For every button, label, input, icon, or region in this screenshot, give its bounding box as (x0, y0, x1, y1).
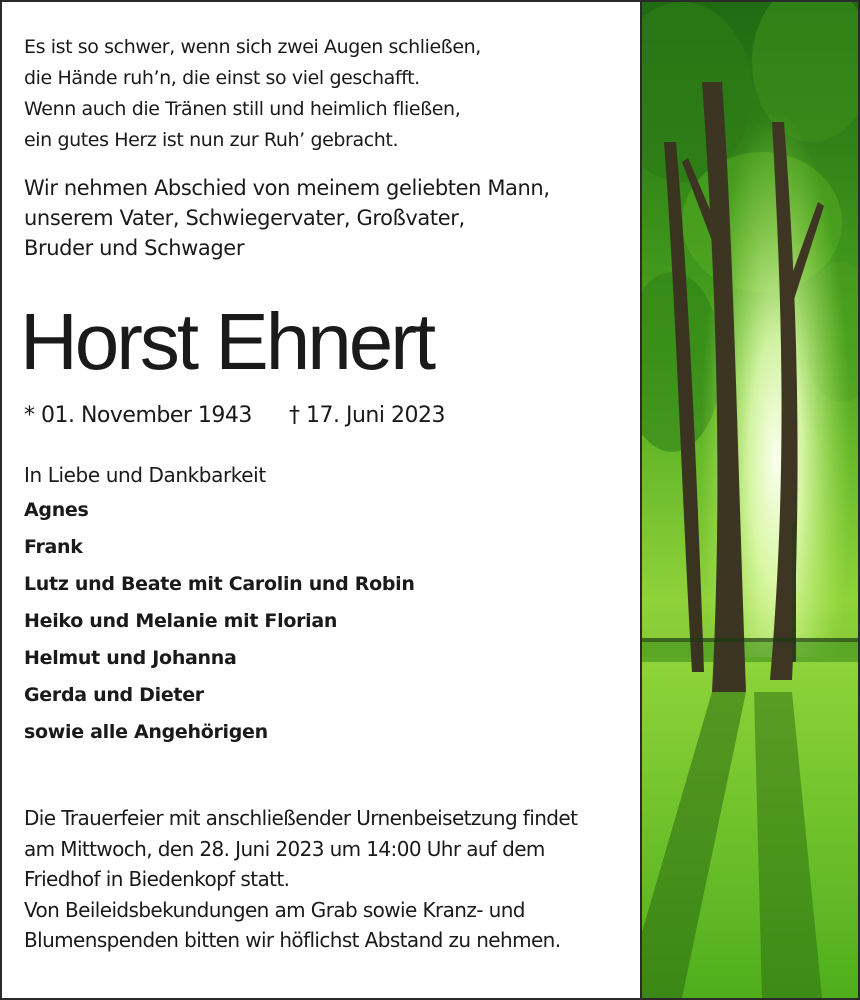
death-date: † 17. Juni 2023 (289, 403, 445, 428)
intro-line: Wir nehmen Abschied von meinem geliebten Mann, (24, 176, 550, 200)
family-member: Gerda und Dieter (24, 684, 204, 706)
family-lead: In Liebe und Dankbarkeit (24, 463, 266, 487)
poem-line: Wenn auch die Tränen still und heimlich fließen, (24, 98, 461, 120)
notice-line: Die Trauerfeier mit anschließender Urnenbeisetzung findet (24, 806, 578, 830)
text-column (2, 2, 642, 998)
birth-date: * 01. November 1943 (24, 403, 252, 428)
poem-line: Es ist so schwer, wenn sich zwei Augen schließen, (24, 36, 481, 58)
family-member: sowie alle Angehörigen (24, 721, 268, 743)
family-member: Lutz und Beate mit Carolin und Robin (24, 573, 415, 595)
family-list (24, 458, 624, 751)
farewell-intro (24, 173, 624, 263)
family-member: Heiko und Melanie mit Florian (24, 610, 338, 632)
notice-line: Von Beileidsbekundungen am Grab sowie Kranz- und (24, 897, 525, 922)
deceased-name: Horst Ehnert (20, 297, 434, 386)
family-member: Agnes (24, 499, 89, 521)
life-dates (24, 400, 624, 432)
notice-line: am Mittwoch, den 28. Juni 2023 um 14:00 Uhr auf dem (24, 836, 545, 861)
notice-line: Blumenspenden bitten wir höflichst Abstand zu nehmen. (24, 928, 561, 952)
intro-line: Bruder und Schwager (24, 236, 245, 260)
poem-line: die Hände ruh’n, die einst so viel geschafft. (24, 67, 420, 89)
poem-line: ein gutes Herz ist nun zur Ruh’ gebracht. (24, 129, 399, 151)
intro-line: unserem Vater, Schwiegervater, Großvater, (24, 206, 465, 230)
family-member: Helmut und Johanna (24, 647, 237, 669)
notice-line: Friedhof in Biedenkopf statt. (24, 867, 290, 891)
poem (24, 32, 624, 156)
family-member: Frank (24, 536, 83, 558)
park-trees-sunlight-image (642, 2, 858, 998)
tree-photo-icon (642, 2, 858, 998)
funeral-notice (24, 803, 634, 956)
